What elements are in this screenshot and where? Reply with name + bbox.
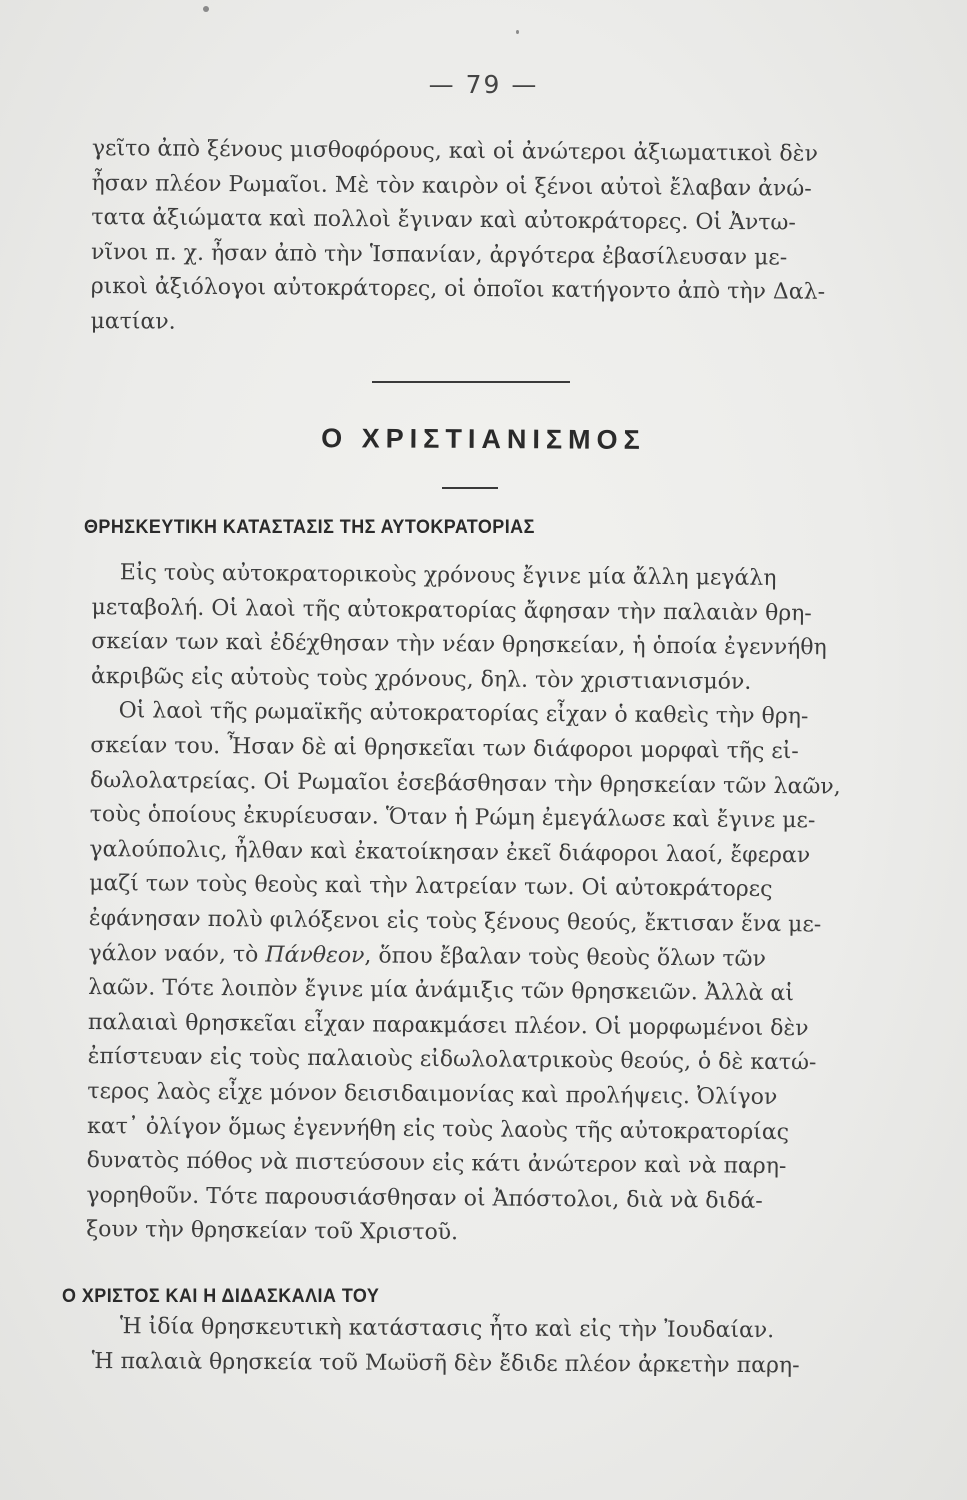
text-line: γορηθοῦν. Τότε παρουσιάσθησαν οἱ Ἀπόστολοι, διὰ νὰ διδά- (86, 1182, 763, 1214)
text-line: μαζί των τοὺς θεοὺς καὶ τὴν λατρείαν των. Οἱ αὐτοκράτορες (89, 871, 773, 903)
text-line: Εἰς τοὺς αὐτοκρατορικοὺς χρόνους ἔγινε μία ἄλλη μεγάλη (119, 560, 777, 591)
text-line: νῖνοι π. χ. ἦσαν ἀπὸ τὴν Ἱσπανίαν, ἀργότερα ἐβασίλευσαν με- (90, 239, 788, 271)
text-line: παλαιαὶ θρησκεῖαι εἶχαν παρακμάσει πλέον. Οἱ μορφωμένοι δὲν (87, 1009, 809, 1041)
section-title: ΘΡΗΣΚΕΥΤΙΚΗ ΚΑΤΑΣΤΑΣΙΣ ΤΗΣ ΑΥΤΟΚΡΑΤΟΡΙΑΣ (84, 516, 535, 538)
text-line: γεῖτο ἀπὸ ξένους μισθοφόρους, καὶ οἱ ἀνώτεροι ἀξιωματικοὶ δὲν (91, 135, 819, 167)
text-fragment: γάλον ναόν, τὸ (88, 940, 266, 968)
paper-speck (203, 6, 209, 12)
text-line: κατ᾿ ὀλίγον ὅμως ἐγεννήθη εἰς τοὺς λαοὺς τῆς αὐτοκρατορίας (86, 1113, 790, 1145)
chapter-title: Ο ΧΡΙΣΤΙΑΝΙΣΜΟΣ (321, 423, 646, 455)
text-line: σκείαν των καὶ ἐδέχθησαν τὴν νέαν θρησκείαν, ἡ ὁποία ἐγεννήθη (91, 629, 827, 661)
text-line: ρικοὶ ἀξιόλογοι αὐτοκράτορες, οἱ ὁποῖοι κατήγοντο ἀπὸ τὴν Δαλ- (90, 274, 826, 306)
text-line: τοὺς ὁποίους ἐκυρίευσαν. Ὅταν ἡ Ρώμη ἐμεγάλωσε καὶ ἔγινε με- (89, 802, 816, 834)
pantheon-italic: Πάνθεον (265, 942, 365, 968)
text-line: δωλολατρείας. Οἱ Ρωμαῖοι ἐσεβάσθησαν τὴν θρησκείαν τῶν λαῶν, (89, 767, 841, 800)
paper-speck (516, 30, 519, 34)
text-line: δυνατὸς πόθος νὰ πιστεύσουν εἰς κάτι ἀνώτερον καὶ νὰ παρη- (86, 1148, 787, 1180)
text-line: ἀκριβῶς εἰς αὐτοὺς τοὺς χρόνους, δηλ. τὸν χριστιανισμόν. (90, 663, 752, 695)
text-line: λαῶν. Τότε λοιπὸν ἔγινε μία ἀνάμιξις τῶν θρησκειῶν. Ἀλλὰ αἱ (88, 975, 795, 1007)
text-line: ἐφάνησαν πολὺ φιλόξενοι εἰς τοὺς ξένους θεούς, ἔκτισαν ἕνα με- (88, 905, 822, 938)
text-line: ἐπίστευαν εἰς τοὺς παλαιοὺς εἰδωλολατρικοὺς θεούς, ὁ δὲ κατώ- (87, 1044, 817, 1076)
text-line: ξουν τὴν θρησκείαν τοῦ Χριστοῦ. (86, 1217, 459, 1246)
text-line: σκείαν του. Ἦσαν δὲ αἱ θρησκεῖαι των διάφοροι μορφαὶ τῆς εἰ- (90, 732, 799, 765)
text-line: ἦσαν πλέον Ρωμαῖοι. Μὲ τὸν καιρὸν οἱ ξένοι αὐτοὶ ἔλαβαν ἀνώ- (91, 170, 812, 202)
text-fragment: , ὅπου ἔβαλαν τοὺς θεοὺς ὅλων τῶν (364, 942, 767, 972)
text-line: Ἡ ἰδία θρησκευτικὴ κατάστασις ἦτο καὶ εἰς τὴν Ἰουδαίαν. (119, 1314, 775, 1344)
section-2-body (92, 1310, 842, 1384)
text-line: Ἡ παλαιὰ θρησκεία τοῦ Μωϋσῆ δὲν ἔδιδε πλέον ἀρκετὴν παρη- (91, 1348, 800, 1378)
text-line: ματίαν. (90, 308, 176, 335)
divider-rule-short (442, 487, 498, 489)
section-title: Ο ΧΡΙΣΤΟΣ ΚΑΙ Η ΔΙΔΑΣΚΑΛΙΑ ΤΟΥ (62, 1285, 380, 1307)
text-line: τερος λαὸς εἶχε μόνον δεισιδαιμονίας καὶ προλήψεις. Ὀλίγον (87, 1078, 778, 1110)
text-line: τατα ἀξιώματα καὶ πολλοὶ ἔγιναν καὶ αὐτοκράτορες. Οἱ Ἀντω- (91, 205, 796, 236)
page-number: — 79 — (428, 70, 539, 99)
text-line: Οἱ λαοὶ τῆς ρωμαϊκῆς αὐτοκρατορίας εἶχαν ὁ καθεὶς τὴν θρη- (118, 698, 809, 730)
intro-paragraph (90, 132, 842, 345)
text-line: μεταβολή. Οἱ λαοὶ τῆς αὐτοκρατορίας ἄφησαν τὴν παλαιὰν θρη- (91, 594, 812, 626)
text-line: γαλούπολις, ἦλθαν καὶ ἐκατοίκησαν ἐκεῖ διάφοροι λαοί, ἔφεραν (89, 836, 811, 869)
divider-rule (372, 381, 570, 383)
section-1-body (86, 556, 842, 1254)
